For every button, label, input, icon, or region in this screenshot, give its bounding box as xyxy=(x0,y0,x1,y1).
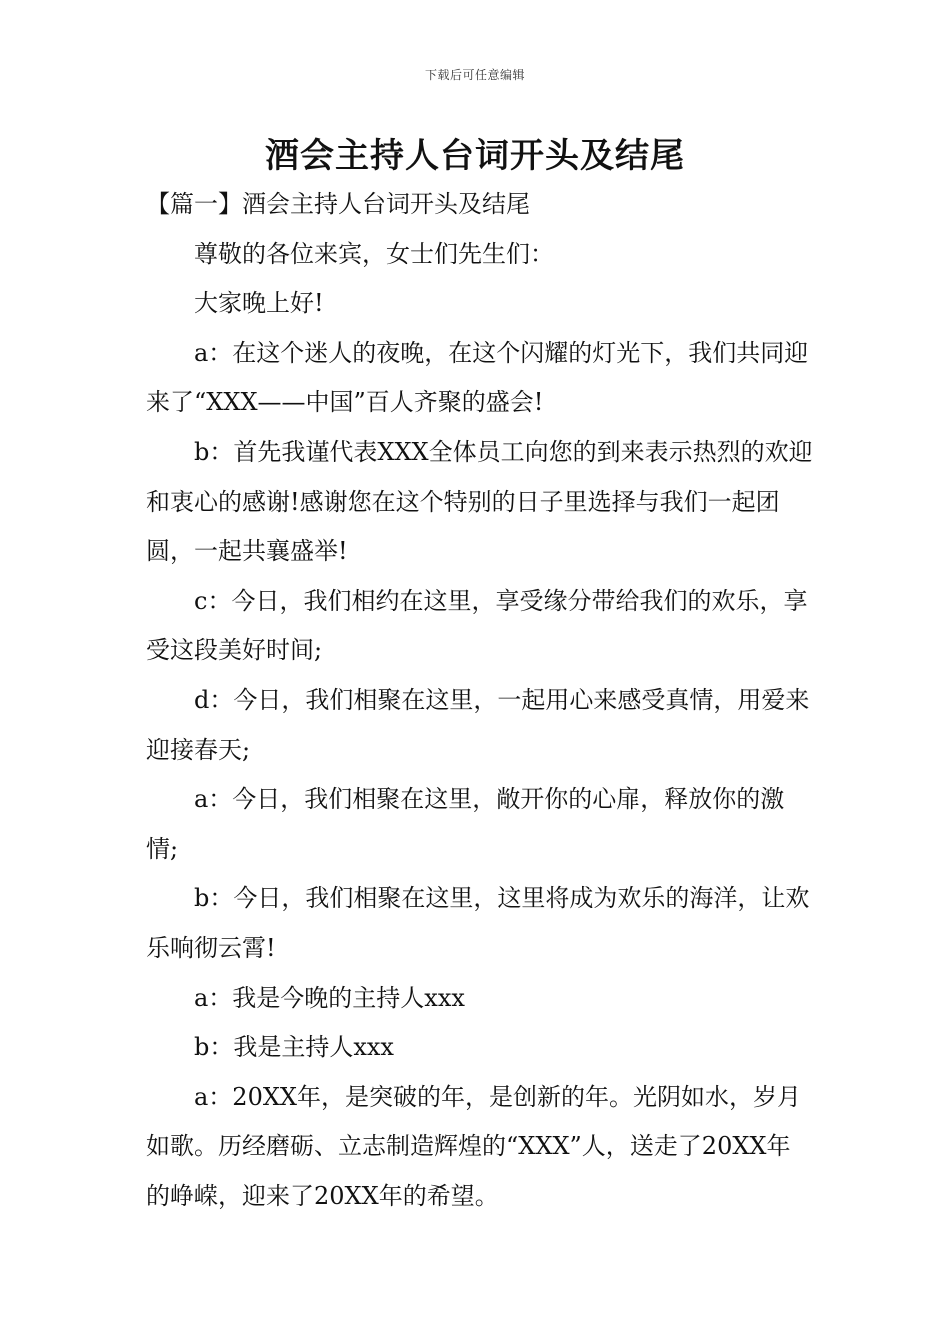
paragraph: b：今日，我们相聚在这里，这里将成为欢乐的海洋，让欢乐响彻云霄! xyxy=(146,884,810,962)
header-note: 下载后可任意编辑 xyxy=(424,68,525,82)
paragraph: a：在这个迷人的夜晚，在这个闪耀的灯光下，我们共同迎来了“XXX——中国”百人齐聚的盛会! xyxy=(146,338,809,417)
paragraph: b：首先我谨代表XXX全体员工向您的到来表示热烈的欢迎和衷心的感谢!感谢您在这个特别的日子里选择与我们一起团圆，一起共襄盛举! xyxy=(146,437,813,566)
paragraph: 大家晚上好! xyxy=(194,289,324,318)
paragraph: a：20XX年，是突破的年，是创新的年。光阴如水，岁月如歌。历经磨砺、立志制造辉煌的“XXX”人，送走了20XX年的峥嵘，迎来了20XX年的希望。 xyxy=(146,1082,802,1210)
paragraph: b：我是主持人xxx xyxy=(194,1033,394,1062)
paragraph: c：今日，我们相约在这里，享受缘分带给我们的欢乐，享受这段美好时间; xyxy=(146,586,808,665)
paragraph: a：今日，我们相聚在这里，敞开你的心扉，释放你的激情; xyxy=(146,785,785,863)
paragraph: d：今日，我们相聚在这里，一起用心来感受真情，用爱来迎接春天; xyxy=(146,685,810,764)
paragraph: 尊敬的各位来宾，女士们先生们： xyxy=(194,239,554,268)
document-body xyxy=(146,180,814,1221)
section-heading: 【篇一】酒会主持人台词开头及结尾 xyxy=(146,190,530,218)
paragraph: a：我是今晚的主持人xxx xyxy=(194,983,465,1012)
document-title: 酒会主持人台词开头及结尾 xyxy=(265,136,685,176)
